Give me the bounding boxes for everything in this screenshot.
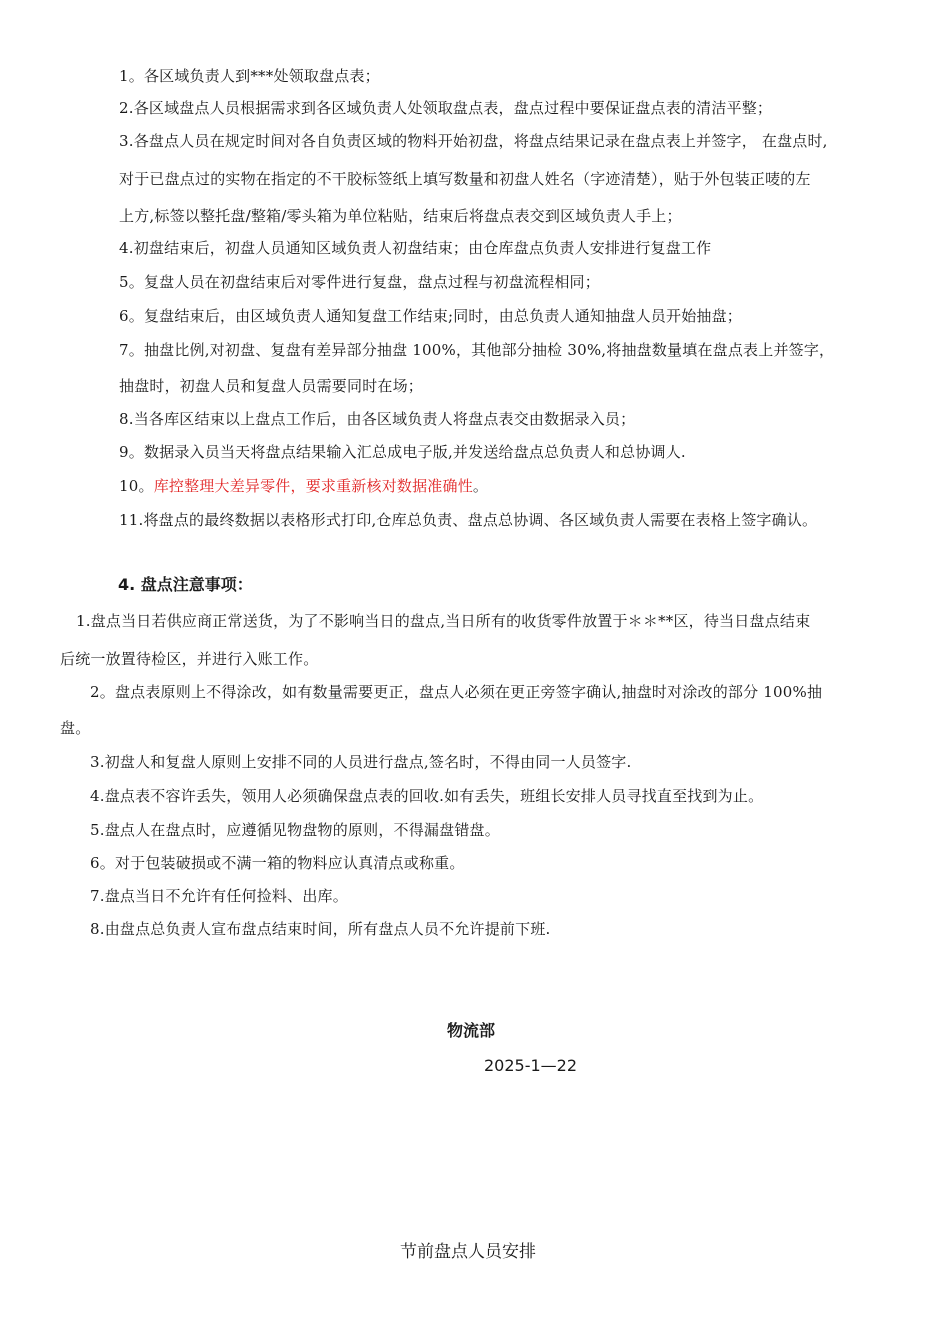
signature-date: 2025-1—22 bbox=[484, 1056, 578, 1075]
notes-heading: 4. 盘点注意事项： bbox=[118, 575, 253, 594]
note-line-7: 7.盘点当日不允许有任何捡料、出库。 bbox=[90, 887, 348, 905]
procedure-line-4: 4.初盘结束后，初盘人员通知区域负责人初盘结束；由仓库盘点负责人安排进行复盘工作 bbox=[119, 239, 712, 257]
procedure-line-1: 1。各区域负责人到***处领取盘点表； bbox=[119, 67, 380, 85]
item10-suffix: 。 bbox=[472, 477, 489, 495]
procedure-line-3b: 对于已盘点过的实物在指定的不干胶标签纸上填写数量和初盘人姓名（字迹清楚），贴于外包装正唛的左 bbox=[119, 170, 811, 188]
procedure-line-8: 8.当各库区结束以上盘点工作后，由各区域负责人将盘点表交由数据录入员； bbox=[119, 410, 636, 428]
note-line-1b: 后统一放置待检区，并进行入账工作。 bbox=[60, 650, 319, 668]
note-line-2: 2。盘点表原则上不得涂改，如有数量需要更正，盘点人必须在更正旁签字确认,抽盘时对涂改的部分 100%抽 bbox=[90, 683, 823, 701]
note-line-6: 6。对于包装破损或不满一箱的物料应认真清点或称重。 bbox=[90, 854, 465, 872]
procedure-line-5: 5。复盘人员在初盘结束后对零件进行复盘，盘点过程与初盘流程相同； bbox=[119, 273, 600, 291]
procedure-line-7: 7。抽盘比例,对初盘、复盘有差异部分抽盘 100%，其他部分抽检 30%,将抽盘数量填在盘点表上并签字， bbox=[119, 341, 835, 359]
procedure-line-3: 3.各盘点人员在规定时间对各自负责区域的物料开始初盘，将盘点结果记录在盘点表上并签字， 在盘点时, bbox=[119, 132, 828, 150]
procedure-line-7b: 抽盘时，初盘人员和复盘人员需要同时在场； bbox=[119, 377, 424, 395]
note-line-5: 5.盘点人在盘点时，应遵循见物盘物的原则，不得漏盘错盘。 bbox=[90, 821, 500, 839]
note-line-1: 1.盘点当日若供应商正常送货，为了不影响当日的盘点,当日所有的收货零件放置于＊＊**区，待当日盘点结束 bbox=[76, 612, 811, 630]
procedure-line-11: 11.将盘点的最终数据以表格形式打印,仓库总负责、盘点总协调、各区域负责人需要在表格上签字确认。 bbox=[119, 511, 818, 529]
note-line-3: 3.初盘人和复盘人原则上安排不同的人员进行盘点,签名时，不得由同一人员签字. bbox=[90, 753, 632, 771]
signature-department: 物流部 bbox=[447, 1021, 496, 1040]
procedure-line-9: 9。数据录入员当天将盘点结果输入汇总成电子版,并发送给盘点总负责人和总协调人. bbox=[119, 443, 686, 461]
note-line-2b: 盘。 bbox=[60, 719, 91, 737]
procedure-line-2: 2.各区域盘点人员根据需求到各区域负责人处领取盘点表，盘点过程中要保证盘点表的清洁平整； bbox=[119, 99, 773, 117]
procedure-line-10 bbox=[119, 476, 488, 496]
note-line-4: 4.盘点表不容许丢失，领用人必须确保盘点表的回收.如有丢失，班组长安排人员寻找直至找到为止。 bbox=[90, 787, 764, 805]
item10-prefix: 10。 bbox=[119, 477, 154, 495]
procedure-line-6: 6。复盘结束后，由区域负责人通知复盘工作结束;同时，由总负责人通知抽盘人员开始抽盘； bbox=[119, 307, 743, 325]
note-line-8: 8.由盘点总负责人宣布盘点结束时间，所有盘点人员不允许提前下班. bbox=[90, 920, 551, 938]
next-section-title: 节前盘点人员安排 bbox=[400, 1242, 536, 1262]
item10-highlight: 库控整理大差异零件，要求重新核对数据准确性 bbox=[153, 477, 473, 495]
procedure-line-3c: 上方,标签以整托盘/整箱/零头箱为单位粘贴，结束后将盘点表交到区域负责人手上； bbox=[119, 207, 682, 225]
